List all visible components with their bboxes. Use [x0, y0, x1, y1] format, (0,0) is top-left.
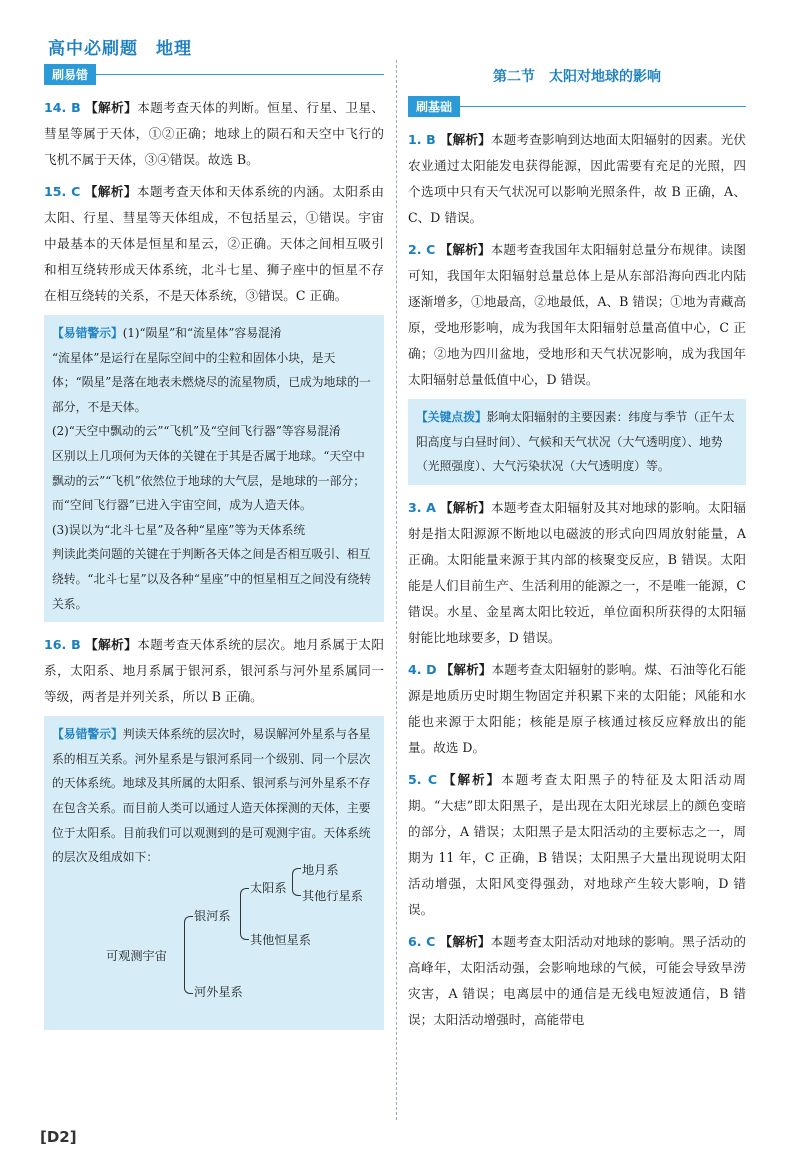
answer-number: 6. C — [408, 933, 436, 949]
answer-number: 2. C — [408, 242, 436, 257]
answer-text: 本题考查太阳黑子的特征及太阳活动周期。“大痣”即太阳黑子，是出现在太阳光球层上的颜色变暗的部分，A 错误；太阳黑子是太阳活动的主要标志之一，周期为 11 年，C 正确，B 错误；太阳黑子大量出现说明太阳活动增强，太阳风变得强劲，对地球产生较大影响，D 错误。 — [408, 771, 746, 917]
tree-brace — [240, 888, 249, 940]
warning-line: (3)误以为“北斗七星”及各种“星座”等为天体系统 — [52, 522, 306, 537]
key-point-tag: 【关键点拨】 — [416, 410, 487, 424]
key-point-text: 影响太阳辐射的主要因素：纬度与季节（正午太阳高度与白昼时间）、气候和天气状况（大气透明度）、地势（光照强度）、大气污染状况（大气透明度）等。 — [416, 410, 735, 474]
analysis-tag: 【解析】 — [439, 499, 492, 515]
warning-text: 判读天体系统的层次时，易误解河外星系与各星系的相互关系。河外星系是与银河系同一个级别、同一个层次的天体系统。地球及其所属的太阳系、银河系与河外星系不存在包含关系。而目前人类可以通过人造天体探测的天体，主要位于太阳系。目前我们可以观测到的是可观测宇宙。天体系统的层次及组成如下： — [52, 727, 371, 865]
analysis-tag: 【解析】 — [439, 933, 491, 949]
analysis-tag: 【解析】 — [439, 242, 491, 257]
page-number: [D2] — [40, 1128, 77, 1146]
answer-number: 4. D — [408, 661, 437, 677]
answer-4 — [408, 657, 746, 761]
section-tag-line — [96, 74, 384, 75]
warning-tag: 【易错警示】 — [52, 326, 123, 340]
answer-number: 14. B — [44, 100, 81, 115]
answer-5 — [408, 767, 746, 923]
answer-number: 16. B — [44, 637, 81, 653]
tree-root: 可观测宇宙 — [106, 948, 167, 963]
answer-text: 本题考查太阳辐射的影响。煤、石油等化石能源是地质历史时期生物固定并积累下来的太阳能；风能和水能也来源于太阳能；核能是原子核通过核反应释放出的能量。故选 D。 — [408, 661, 747, 755]
warning-line: “流星体”是运行在星际空间中的尘粒和固体小块，是天体；“陨星”是落在地表未燃烧尽的流星物质，已成为地球的一部分，不是天体。 — [52, 350, 371, 414]
analysis-tag: 【解析】 — [84, 184, 137, 199]
warning-box-1 — [44, 315, 384, 622]
analysis-tag: 【解析】 — [84, 100, 138, 115]
tree-brace — [292, 868, 301, 896]
analysis-tag: 【解析】 — [84, 637, 138, 653]
answer-6 — [408, 929, 746, 1033]
answer-text: 本题考查太阳活动对地球的影响。黑子活动的高峰年，太阳活动强，会影响地球的气候，可能会导致旱涝灾害，A 错误；电离层中的通信是无线电短波通信，B 错误；太阳活动增强时，高能带电 — [408, 933, 746, 1027]
analysis-tag: 【解析】 — [440, 661, 492, 677]
section-title: 第二节 太阳对地球的影响 — [493, 69, 661, 85]
left-column — [44, 60, 384, 1040]
tree-earth-moon: 地月系 — [302, 862, 339, 877]
warning-tag: 【易错警示】 — [52, 727, 123, 742]
answer-text: 本题考查太阳辐射及其对地球的影响。太阳辐射是指太阳源源不断地以电磁波的形式向四周放射能量，A 正确。太阳能量来源于其内部的核聚变反应，B 错误。太阳能是人们目前生产、生活利用的能源之一，不是唯一能源，C 错误。水星、金星离太阳比较近，单位面积所获得的太阳辐射能比地球要多，D 错误。 — [408, 499, 746, 645]
analysis-tag: 【解析】 — [439, 132, 491, 147]
answer-1 — [408, 127, 746, 231]
answer-text: 本题考查天体和天体系统的内涵。太阳系由太阳、行星、彗星等天体组成，不包括星云，①错误。宇宙中最基本的天体是恒星和星云，②正确。天体之间相互吸引和相互绕转形成天体系统，北斗七星、狮子座中的恒星不存在相互绕转的关系，不是天体系统，③错误。C 正确。 — [44, 184, 385, 303]
answer-text: 本题考查天体的判断。恒星、行星、卫星、彗星等属于天体，①②正确；地球上的陨石和天空中飞行的飞机不属于天体，③④错误。故选 B。 — [44, 100, 385, 167]
answer-2 — [408, 237, 746, 393]
right-column — [408, 60, 746, 1039]
column-divider — [396, 60, 397, 1120]
tree-other-planet-systems: 其他行星系 — [302, 888, 363, 903]
answer-15 — [44, 179, 384, 309]
tree-other-star-systems: 其他恒星系 — [250, 932, 311, 947]
answer-3 — [408, 495, 746, 651]
answer-16 — [44, 632, 384, 710]
answer-number: 5. C — [408, 771, 438, 787]
page-header: 高中必刷题 地理 — [48, 39, 192, 59]
answer-number: 3. A — [408, 499, 436, 515]
tree-brace — [184, 916, 193, 994]
answer-text: 本题考查影响到达地面太阳辐射的因素。光伏农业通过太阳能发电获得能源，因此需要有充足的光照，四个选项中只有天气状况可以影响光照条件，故 B 正确，A、C、D 错误。 — [408, 132, 747, 225]
warning-box-2 — [44, 716, 384, 1030]
warning-line: (2)“天空中飘动的云”“飞机”及“空间飞行器”等容易混淆 — [52, 424, 341, 439]
warning-line: 判读此类问题的关键在于判断各天体之间是否相互吸引、相互绕转。“北斗七星”以及各种“星座”中的恒星相互之间没有绕转关系。 — [52, 547, 372, 611]
answer-text: 本题考查我国年太阳辐射总量分布规律。读图可知，我国年太阳辐射总量总体上是从东部沿海向西北内陆逐渐增多，①地最高，②地最低，A、B 错误；①地为青藏高原，受地形影响，成为我国年太阳辐射总量高值中心，C 正确；②地为四川盆地，受地形和天气状况影响，成为我国年太阳辐射总量低值中心，D 错误。 — [408, 242, 746, 387]
section-tag-line — [460, 106, 746, 107]
tree-solar-system: 太阳系 — [250, 880, 287, 895]
warning-line: 区别以上几项何为天体的关键在于其是否属于地球。“天空中飘动的云”“飞机”依然位于地球的大气层，是地球的一部分；而“空间飞行器”已进入宇宙空间，成为人造天体。 — [52, 448, 366, 513]
answer-text: 本题考查天体系统的层次。地月系属于太阳系，太阳系、地月系属于银河系，银河系与河外星系属同一等级，两者是并列关系，所以 B 正确。 — [44, 637, 385, 705]
section-tag: 刷易错 — [44, 64, 96, 85]
warning-line: (1)“陨星”和“流星体”容易混淆 — [122, 326, 282, 340]
tree-galaxy: 银河系 — [194, 908, 231, 923]
answer-14 — [44, 95, 384, 173]
analysis-tag: 【解析】 — [441, 771, 502, 787]
key-point-box — [408, 399, 746, 485]
answer-number: 1. B — [408, 132, 436, 147]
tree-outer-galaxy: 河外星系 — [194, 984, 243, 999]
answer-number: 15. C — [44, 184, 81, 199]
section-tag-row — [408, 96, 746, 117]
section-tag: 刷基础 — [408, 96, 460, 117]
section-tag-row — [44, 64, 384, 85]
celestial-system-tree — [52, 862, 376, 1024]
